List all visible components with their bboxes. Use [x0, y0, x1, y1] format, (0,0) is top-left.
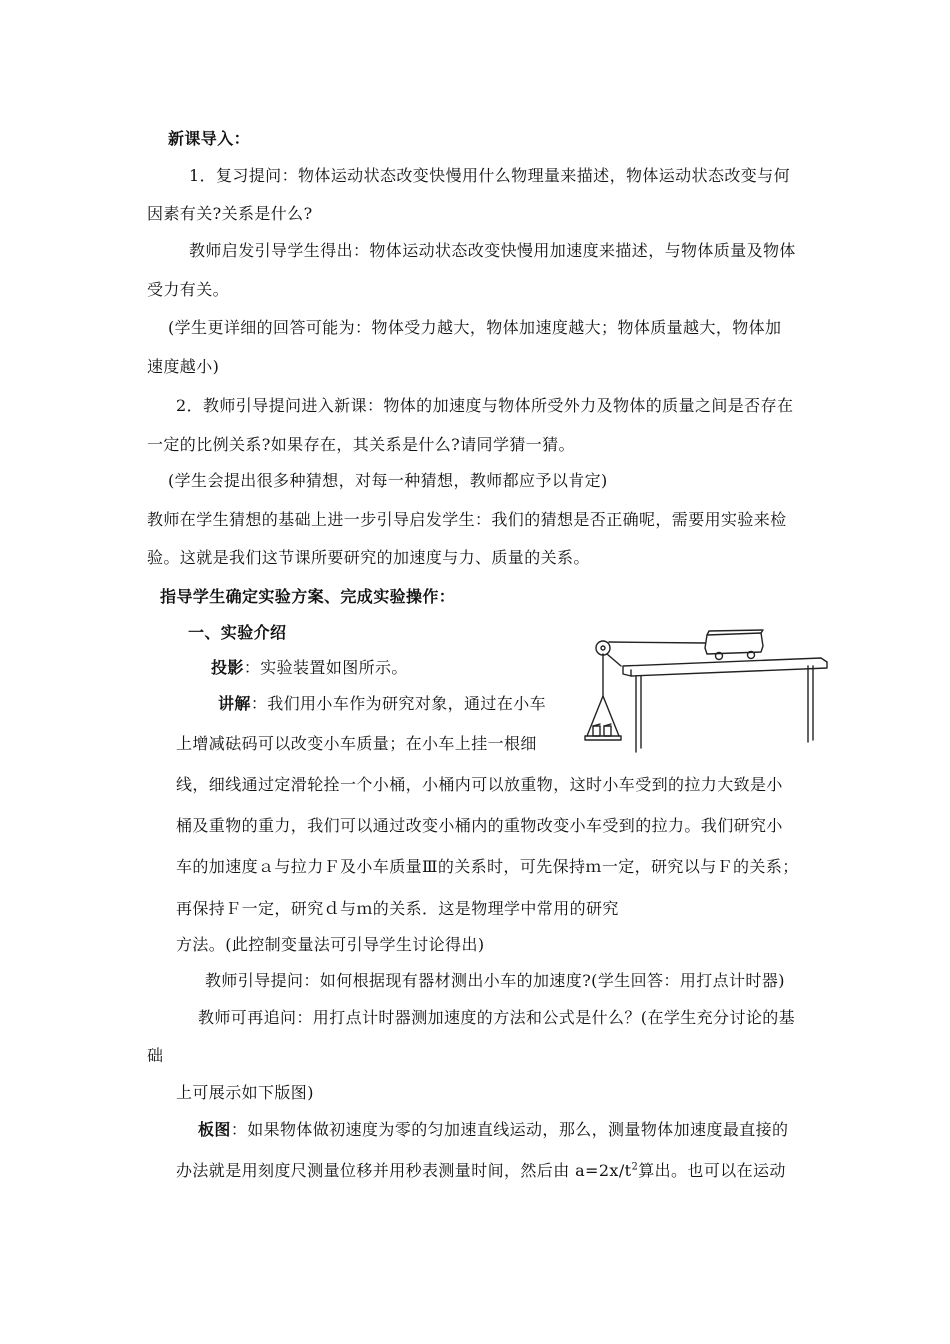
- bucket-tray: [585, 736, 621, 740]
- question-2-line-2: 一定的比例关系?如果存在，其关系是什么?请同学猜一猜。: [147, 435, 575, 454]
- board-text-2b: 算出。也可以在运动: [638, 1161, 786, 1180]
- teacher-ask-1: 教师引导提问：如何根据现有器材测出小车的加速度?(学生回答：用打点计时器): [205, 971, 785, 990]
- teacher-ask-2-line-2: 础: [147, 1046, 164, 1065]
- question-1-line-2: 因素有关?关系是什么?: [147, 204, 313, 223]
- board-label: 板图: [198, 1120, 231, 1139]
- explain-line-1: [218, 693, 546, 715]
- explain-label: 讲解: [218, 694, 251, 713]
- bucket-hanger: [587, 696, 619, 736]
- projection-text: ：实验装置如图所示。: [243, 658, 408, 677]
- student-guess-note: (学生会提出很多种猜想，对每一种猜想，教师都应予以肯定): [168, 471, 608, 490]
- explain-line-7: 方法。(此控制变量法可引导学生讨论得出): [176, 935, 485, 954]
- exponent: 2: [631, 1161, 639, 1173]
- section-heading-guide: 指导学生确定实验方案、完成实验操作：: [160, 587, 456, 606]
- board-text-1: ：如果物体做初速度为零的匀加速直线运动，那么，测量物体加速度最直接的: [230, 1120, 789, 1139]
- projection-line: [211, 657, 408, 679]
- teacher-answer-1-line-1: 教师启发引导学生得出：物体运动状态改变快慢用加速度来描述，与物体质量及物体: [189, 241, 796, 260]
- teacher-guidance-line-2: 验。这就是我们这节课所要研究的加速度与力、质量的关系。: [147, 548, 590, 567]
- teacher-answer-1-line-2: 受力有关。: [147, 280, 230, 299]
- explain-line-3: 线，细线通过定滑轮拴一个小桶，小桶内可以放重物，这时小车受到的拉力大致是小: [176, 775, 783, 794]
- pulley-axle: [601, 646, 605, 650]
- projection-label: 投影: [211, 658, 244, 677]
- teacher-ask-2-line-3: 上可展示如下版图): [176, 1083, 314, 1102]
- cart-body: [705, 633, 763, 654]
- weight-right: [604, 726, 611, 736]
- weight-left: [593, 726, 600, 736]
- student-answer-1-line-2: 速度越小): [147, 357, 220, 376]
- apparatus-figure: [583, 628, 828, 758]
- board-line-1: [198, 1119, 788, 1141]
- table-top: [623, 658, 827, 676]
- board-text-2a: 办法就是用刻度尺测量位移并用秒表测量时间，然后由 a=2x/t: [176, 1161, 632, 1180]
- question-1-line-1: 1．复习提问：物体运动状态改变快慢用什么物理量来描述，物体运动状态改变与何: [189, 166, 790, 185]
- string-horizontal: [609, 642, 705, 643]
- pulley-bracket: [607, 654, 621, 666]
- question-2-line-1: 2．教师引导提问进入新课：物体的加速度与物体所受外力及物体的质量之间是否存在: [176, 396, 794, 415]
- explain-line-6: 再保持Ｆ一定，研究ｄ与ｍ的关系．这是物理学中常用的研究: [176, 899, 619, 918]
- section-heading-intro: 新课导入：: [168, 129, 251, 148]
- student-answer-1-line-1: (学生更详细的回答可能为：物体受力越大，物体加速度越大；物体质量越大，物体加: [168, 318, 782, 337]
- explain-line-5: 车的加速度ａ与拉力Ｆ及小车质量Ⅲ的关系时，可先保持ｍ一定，研究以与Ｆ的关系；: [176, 857, 799, 876]
- explain-line-2: 上增减砝码可以改变小车质量；在小车上挂一根细: [176, 734, 537, 753]
- explain-text-1: ：我们用小车作为研究对象，通过在小车: [250, 694, 547, 713]
- explain-line-4: 桶及重物的重力，我们可以通过改变小桶内的重物改变小车受到的拉力。我们研究小: [176, 816, 783, 835]
- board-line-2: [176, 1160, 786, 1182]
- pulley: [596, 641, 610, 655]
- section-heading-experiment: 一、实验介绍: [188, 623, 287, 642]
- teacher-guidance-line-1: 教师在学生猜想的基础上进一步引导启发学生：我们的猜想是否正确呢，需要用实验来检: [147, 510, 787, 529]
- teacher-ask-2-line-1: 教师可再追问：用打点计时器测加速度的方法和公式是什么？(在学生充分讨论的基: [198, 1008, 796, 1027]
